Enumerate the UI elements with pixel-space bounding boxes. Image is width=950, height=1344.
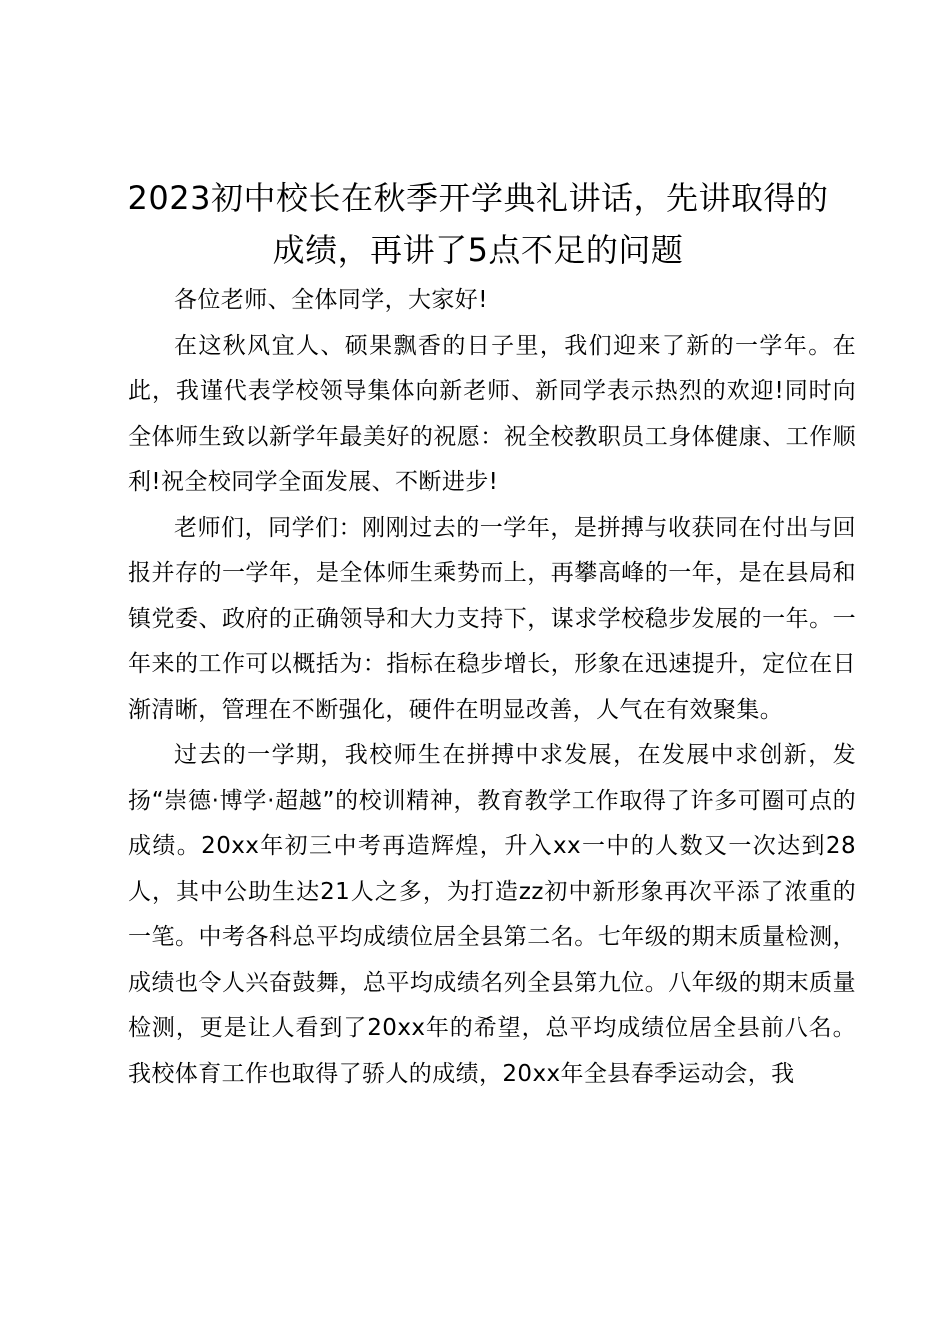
- paragraph-welcome: 在这秋风宜人、硕果飘香的日子里，我们迎来了新的一学年。在此，我谨代表学校领导集体向新老师、新同学表示热烈的欢迎!同时向全体师生致以新学年最美好的祝愿：祝全校教职员工身体健康、工作顺利!祝全校同学全面发展、不断进步!: [128, 332, 856, 495]
- paragraph-achievements: 过去的一学期，我校师生在拼搏中求发展，在发展中求创新，发扬“崇德·博学·超越”的校训精神，教育教学工作取得了许多可圈可点的成绩。20xx年初三中考再造辉煌，升入xx一中的人数又一次达到28人，其中公助生达21人之多，为打造zz初中新形象再次平添了浓重的一笔。中考各科总平均成绩位居全县第二名。七年级的期末质量检测，成绩也令人兴奋鼓舞，总平均成绩名列全县第九位。八年级的期末质量检测，更是让人看到了20xx年的希望，总平均成绩位居全县前八名。我校体育工作也取得了骄人的成绩，20xx年全县春季运动会，我: [128, 742, 856, 1087]
- paragraph-summary: 老师们，同学们：刚刚过去的一学年，是拼搏与收获同在付出与回报并存的一学年，是全体师生乘势而上，再攀高峰的一年，是在县局和镇党委、政府的正确领导和大力支持下，谋求学校稳步发展的一年。一年来的工作可以概括为：指标在稳步增长，形象在迅速提升，定位在日渐清晰，管理在不断强化，硬件在明显改善，人气在有效聚集。: [128, 514, 856, 723]
- paragraph-greeting: 各位老师、全体同学，大家好!: [174, 287, 488, 313]
- document-title: 2023初中校长在秋季开学典礼讲话，先讲取得的成绩，再讲了5点不足的问题: [127, 179, 829, 269]
- document-body: [128, 278, 856, 1097]
